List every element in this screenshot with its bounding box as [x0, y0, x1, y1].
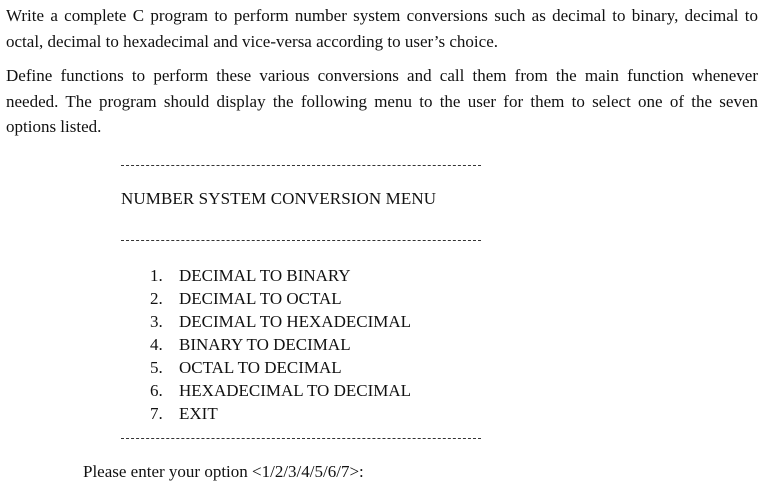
menu-option-label: DECIMAL TO BINARY: [179, 266, 351, 285]
menu-option: [150, 356, 411, 379]
menu-option-number: 5.: [150, 358, 163, 377]
menu-option: [150, 310, 411, 333]
menu-option-label: OCTAL TO DECIMAL: [179, 358, 342, 377]
menu-option-number: 1.: [150, 266, 163, 285]
menu-option-label: EXIT: [179, 404, 218, 423]
menu-options-list: [150, 264, 411, 425]
menu-option-label: DECIMAL TO OCTAL: [179, 289, 342, 308]
menu-option: [150, 379, 411, 402]
menu-option-number: 4.: [150, 335, 163, 354]
menu-option-number: 3.: [150, 312, 163, 331]
menu-option-label: HEXADECIMAL TO DECIMAL: [179, 381, 412, 400]
menu-option: [150, 287, 411, 310]
intro-paragraph: Write a complete C program to perform number system conversions such as decimal to binary, decimal to octal, decimal to hexadecimal and vice-versa according to user’s choice.: [6, 6, 758, 51]
menu-title-divider: [121, 240, 481, 241]
menu-option: [150, 333, 411, 356]
menu-bottom-divider: [121, 438, 481, 439]
menu-option: [150, 402, 411, 425]
menu-option-number: 7.: [150, 404, 163, 423]
menu-option-number: 6.: [150, 381, 163, 400]
menu-top-divider: [121, 165, 481, 166]
menu-option-number: 2.: [150, 289, 163, 308]
menu-option-label: DECIMAL TO HEXADECIMAL: [179, 312, 412, 331]
menu-option: [150, 264, 411, 287]
menu-title: NUMBER SYSTEM CONVERSION MENU: [121, 189, 437, 208]
menu-option-label: BINARY TO DECIMAL: [179, 335, 351, 354]
instructions-paragraph: Define functions to perform these various conversions and call them from the main function whenever needed. The program should display the following menu to the user for them to select one of the seven options listed.: [6, 66, 758, 136]
option-prompt: Please enter your option <1/2/3/4/5/6/7>:: [83, 462, 364, 481]
